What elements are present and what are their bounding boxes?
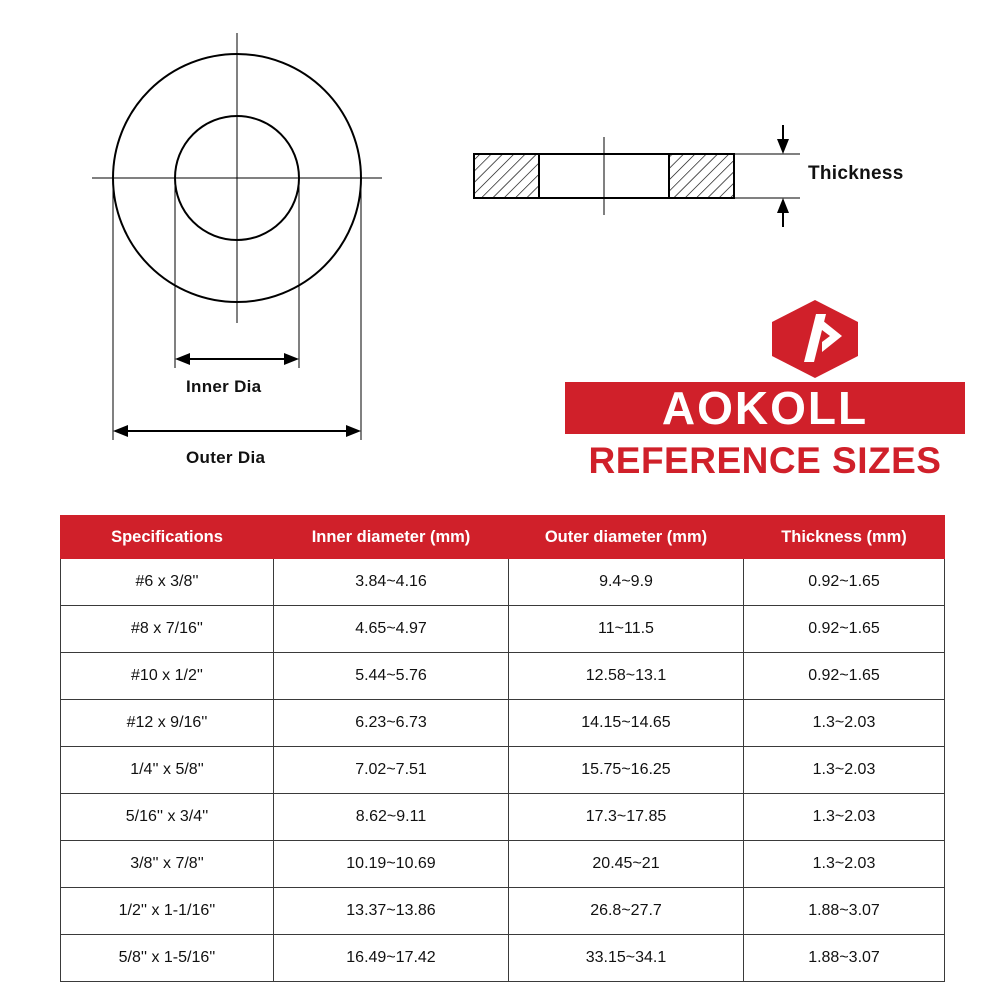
- table-row: [61, 935, 945, 982]
- center-lines: [92, 33, 382, 323]
- cell-thickness: 1.88~3.07: [744, 888, 945, 935]
- cell-specification: #8 x 7/16'': [61, 606, 274, 653]
- cell-specification: 1/2'' x 1-1/16'': [61, 888, 274, 935]
- section-right-block: [669, 154, 734, 198]
- outer-dia-arrow-left: [113, 425, 128, 437]
- outer-dia-label: Outer Dia: [186, 448, 266, 467]
- washer-section-view: [474, 125, 800, 227]
- thickness-arrow-bottom: [777, 198, 789, 213]
- cell-outer-diameter: 14.15~14.65: [509, 700, 744, 747]
- cell-thickness: 1.3~2.03: [744, 747, 945, 794]
- cell-inner-diameter: 13.37~13.86: [274, 888, 509, 935]
- cell-inner-diameter: 5.44~5.76: [274, 653, 509, 700]
- cell-thickness: 1.3~2.03: [744, 841, 945, 888]
- cell-inner-diameter: 8.62~9.11: [274, 794, 509, 841]
- cell-inner-diameter: 3.84~4.16: [274, 559, 509, 606]
- cell-outer-diameter: 15.75~16.25: [509, 747, 744, 794]
- table-row: [61, 653, 945, 700]
- inner-dia-arrow-right: [284, 353, 299, 365]
- table-header-outer-diameter: Outer diameter (mm): [509, 516, 744, 559]
- reference-sizes-table-wrap: [60, 515, 940, 982]
- inner-dia-label: Inner Dia: [186, 377, 262, 396]
- cell-outer-diameter: 20.45~21: [509, 841, 744, 888]
- aokoll-logo-icon: [770, 300, 860, 378]
- table-header-thickness: Thickness (mm): [744, 516, 945, 559]
- table-body: [61, 559, 945, 982]
- cell-thickness: 0.92~1.65: [744, 559, 945, 606]
- cell-outer-diameter: 11~11.5: [509, 606, 744, 653]
- cell-inner-diameter: 4.65~4.97: [274, 606, 509, 653]
- table-header-specifications: Specifications: [61, 516, 274, 559]
- cell-inner-diameter: 16.49~17.42: [274, 935, 509, 982]
- cell-thickness: 1.3~2.03: [744, 794, 945, 841]
- brand-block: [565, 300, 965, 490]
- inner-dia-arrow-left: [175, 353, 190, 365]
- cell-outer-diameter: 17.3~17.85: [509, 794, 744, 841]
- cell-outer-diameter: 9.4~9.9: [509, 559, 744, 606]
- reference-sizes-table: [60, 515, 945, 982]
- cell-inner-diameter: 6.23~6.73: [274, 700, 509, 747]
- cell-thickness: 1.88~3.07: [744, 935, 945, 982]
- table-row: [61, 888, 945, 935]
- thickness-arrow-top: [777, 139, 789, 154]
- table-row: [61, 841, 945, 888]
- table-row: [61, 794, 945, 841]
- cell-thickness: 0.92~1.65: [744, 606, 945, 653]
- brand-wordmark: [565, 382, 965, 434]
- cell-specification: #6 x 3/8'': [61, 559, 274, 606]
- cell-outer-diameter: 12.58~13.1: [509, 653, 744, 700]
- cell-inner-diameter: 7.02~7.51: [274, 747, 509, 794]
- section-left-block: [474, 154, 539, 198]
- cell-thickness: 1.3~2.03: [744, 700, 945, 747]
- cell-thickness: 0.92~1.65: [744, 653, 945, 700]
- outer-dia-arrow-right: [346, 425, 361, 437]
- cell-inner-diameter: 10.19~10.69: [274, 841, 509, 888]
- table-row: [61, 700, 945, 747]
- brand-subtitle: REFERENCE SIZES: [588, 440, 942, 481]
- table-head: [61, 516, 945, 559]
- table-header-inner-diameter: Inner diameter (mm): [274, 516, 509, 559]
- cell-outer-diameter: 26.8~27.7: [509, 888, 744, 935]
- cell-specification: #12 x 9/16'': [61, 700, 274, 747]
- cell-specification: #10 x 1/2'': [61, 653, 274, 700]
- cell-outer-diameter: 33.15~34.1: [509, 935, 744, 982]
- cell-specification: 1/4'' x 5/8'': [61, 747, 274, 794]
- cell-specification: 5/16'' x 3/4'': [61, 794, 274, 841]
- table-row: [61, 747, 945, 794]
- table-row: [61, 559, 945, 606]
- cell-specification: 5/8'' x 1-5/16'': [61, 935, 274, 982]
- brand-wordmark-text: AOKOLL: [661, 382, 869, 434]
- table-header-row: [61, 516, 945, 559]
- table-row: [61, 606, 945, 653]
- thickness-label: Thickness: [808, 163, 904, 184]
- cell-specification: 3/8'' x 7/8'': [61, 841, 274, 888]
